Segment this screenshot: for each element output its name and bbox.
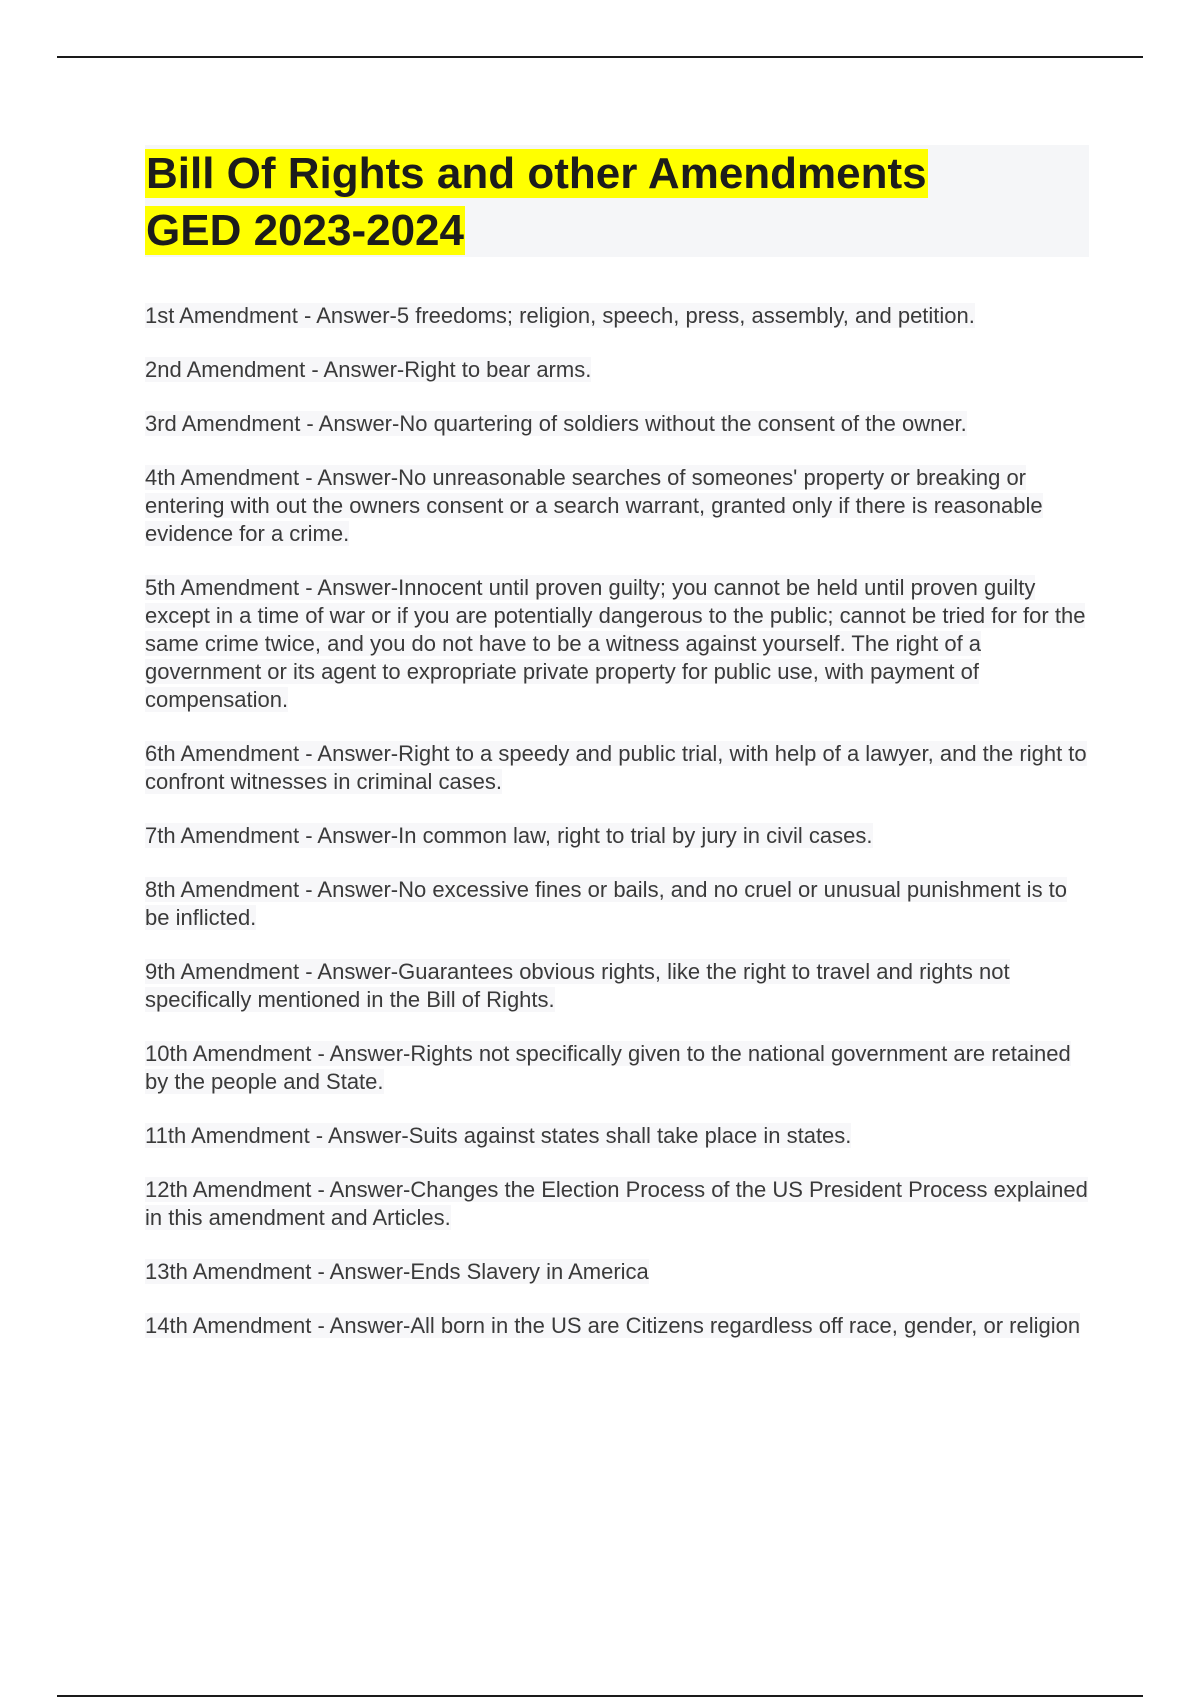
list-item (145, 302, 1095, 330)
amendment-list (145, 302, 1095, 1366)
amendment-7-text: 7th Amendment - Answer-In common law, right to trial by jury in civil cases. (145, 823, 873, 848)
amendment-12-text: 12th Amendment - Answer-Changes the Election Process of the US President Process explained in this amendment and Articles. (145, 1177, 1088, 1230)
title-line-2: GED 2023-2024 (146, 206, 464, 255)
list-item (145, 876, 1095, 932)
amendment-2-text: 2nd Amendment - Answer-Right to bear arms. (145, 357, 592, 382)
amendment-11-text: 11th Amendment - Answer-Suits against states shall take place in states. (145, 1123, 852, 1148)
amendment-6-text: 6th Amendment - Answer-Right to a speedy and public trial, with help of a lawyer, and the right to confront witnesses in criminal cases. (145, 741, 1087, 794)
top-rule (57, 56, 1143, 58)
list-item (145, 410, 1095, 438)
list-item (145, 740, 1095, 796)
amendment-8-text: 8th Amendment - Answer-No excessive fines or bails, and no cruel or unusual punishment is to be inflicted. (145, 877, 1068, 930)
amendment-3-text: 3rd Amendment - Answer-No quartering of soldiers without the consent of the owner. (145, 411, 967, 436)
list-item (145, 1122, 1095, 1150)
list-item (145, 574, 1095, 714)
page-title (145, 145, 1089, 259)
bottom-rule (57, 1695, 1143, 1697)
list-item (145, 356, 1095, 384)
list-item (145, 464, 1095, 548)
amendment-9-text: 9th Amendment - Answer-Guarantees obvious rights, like the right to travel and rights not specifically mentioned in the Bill of Rights. (145, 959, 1010, 1012)
title-line-1: Bill Of Rights and other Amendments (146, 149, 927, 198)
list-item (145, 958, 1095, 1014)
list-item (145, 1258, 1095, 1286)
list-item (145, 822, 1095, 850)
amendment-1-text: 1st Amendment - Answer-5 freedoms; religion, speech, press, assembly, and petition. (145, 303, 975, 328)
amendment-10-text: 10th Amendment - Answer-Rights not specifically given to the national government are retained by the people and State. (145, 1041, 1071, 1094)
amendment-5-text: 5th Amendment - Answer-Innocent until proven guilty; you cannot be held until proven guilty except in a time of war or if you are potentially dangerous to the public; cannot be tried for for the same crime twice, and you do not have to be a witness against yourself. The right of a government or its agent to expropriate private property for public use, with payment of compensation. (145, 575, 1086, 712)
amendment-14-text: 14th Amendment - Answer-All born in the US are Citizens regardless off race, gender, or religion (145, 1313, 1081, 1338)
list-item (145, 1040, 1095, 1096)
list-item (145, 1312, 1095, 1340)
amendment-4-text: 4th Amendment - Answer-No unreasonable searches of someones' property or breaking or entering with out the owners consent or a search warrant, granted only if there is reasonable evidence for a crime. (145, 465, 1043, 546)
amendment-13-text: 13th Amendment - Answer-Ends Slavery in America (145, 1259, 649, 1284)
list-item (145, 1176, 1095, 1232)
title-block (145, 145, 1089, 257)
